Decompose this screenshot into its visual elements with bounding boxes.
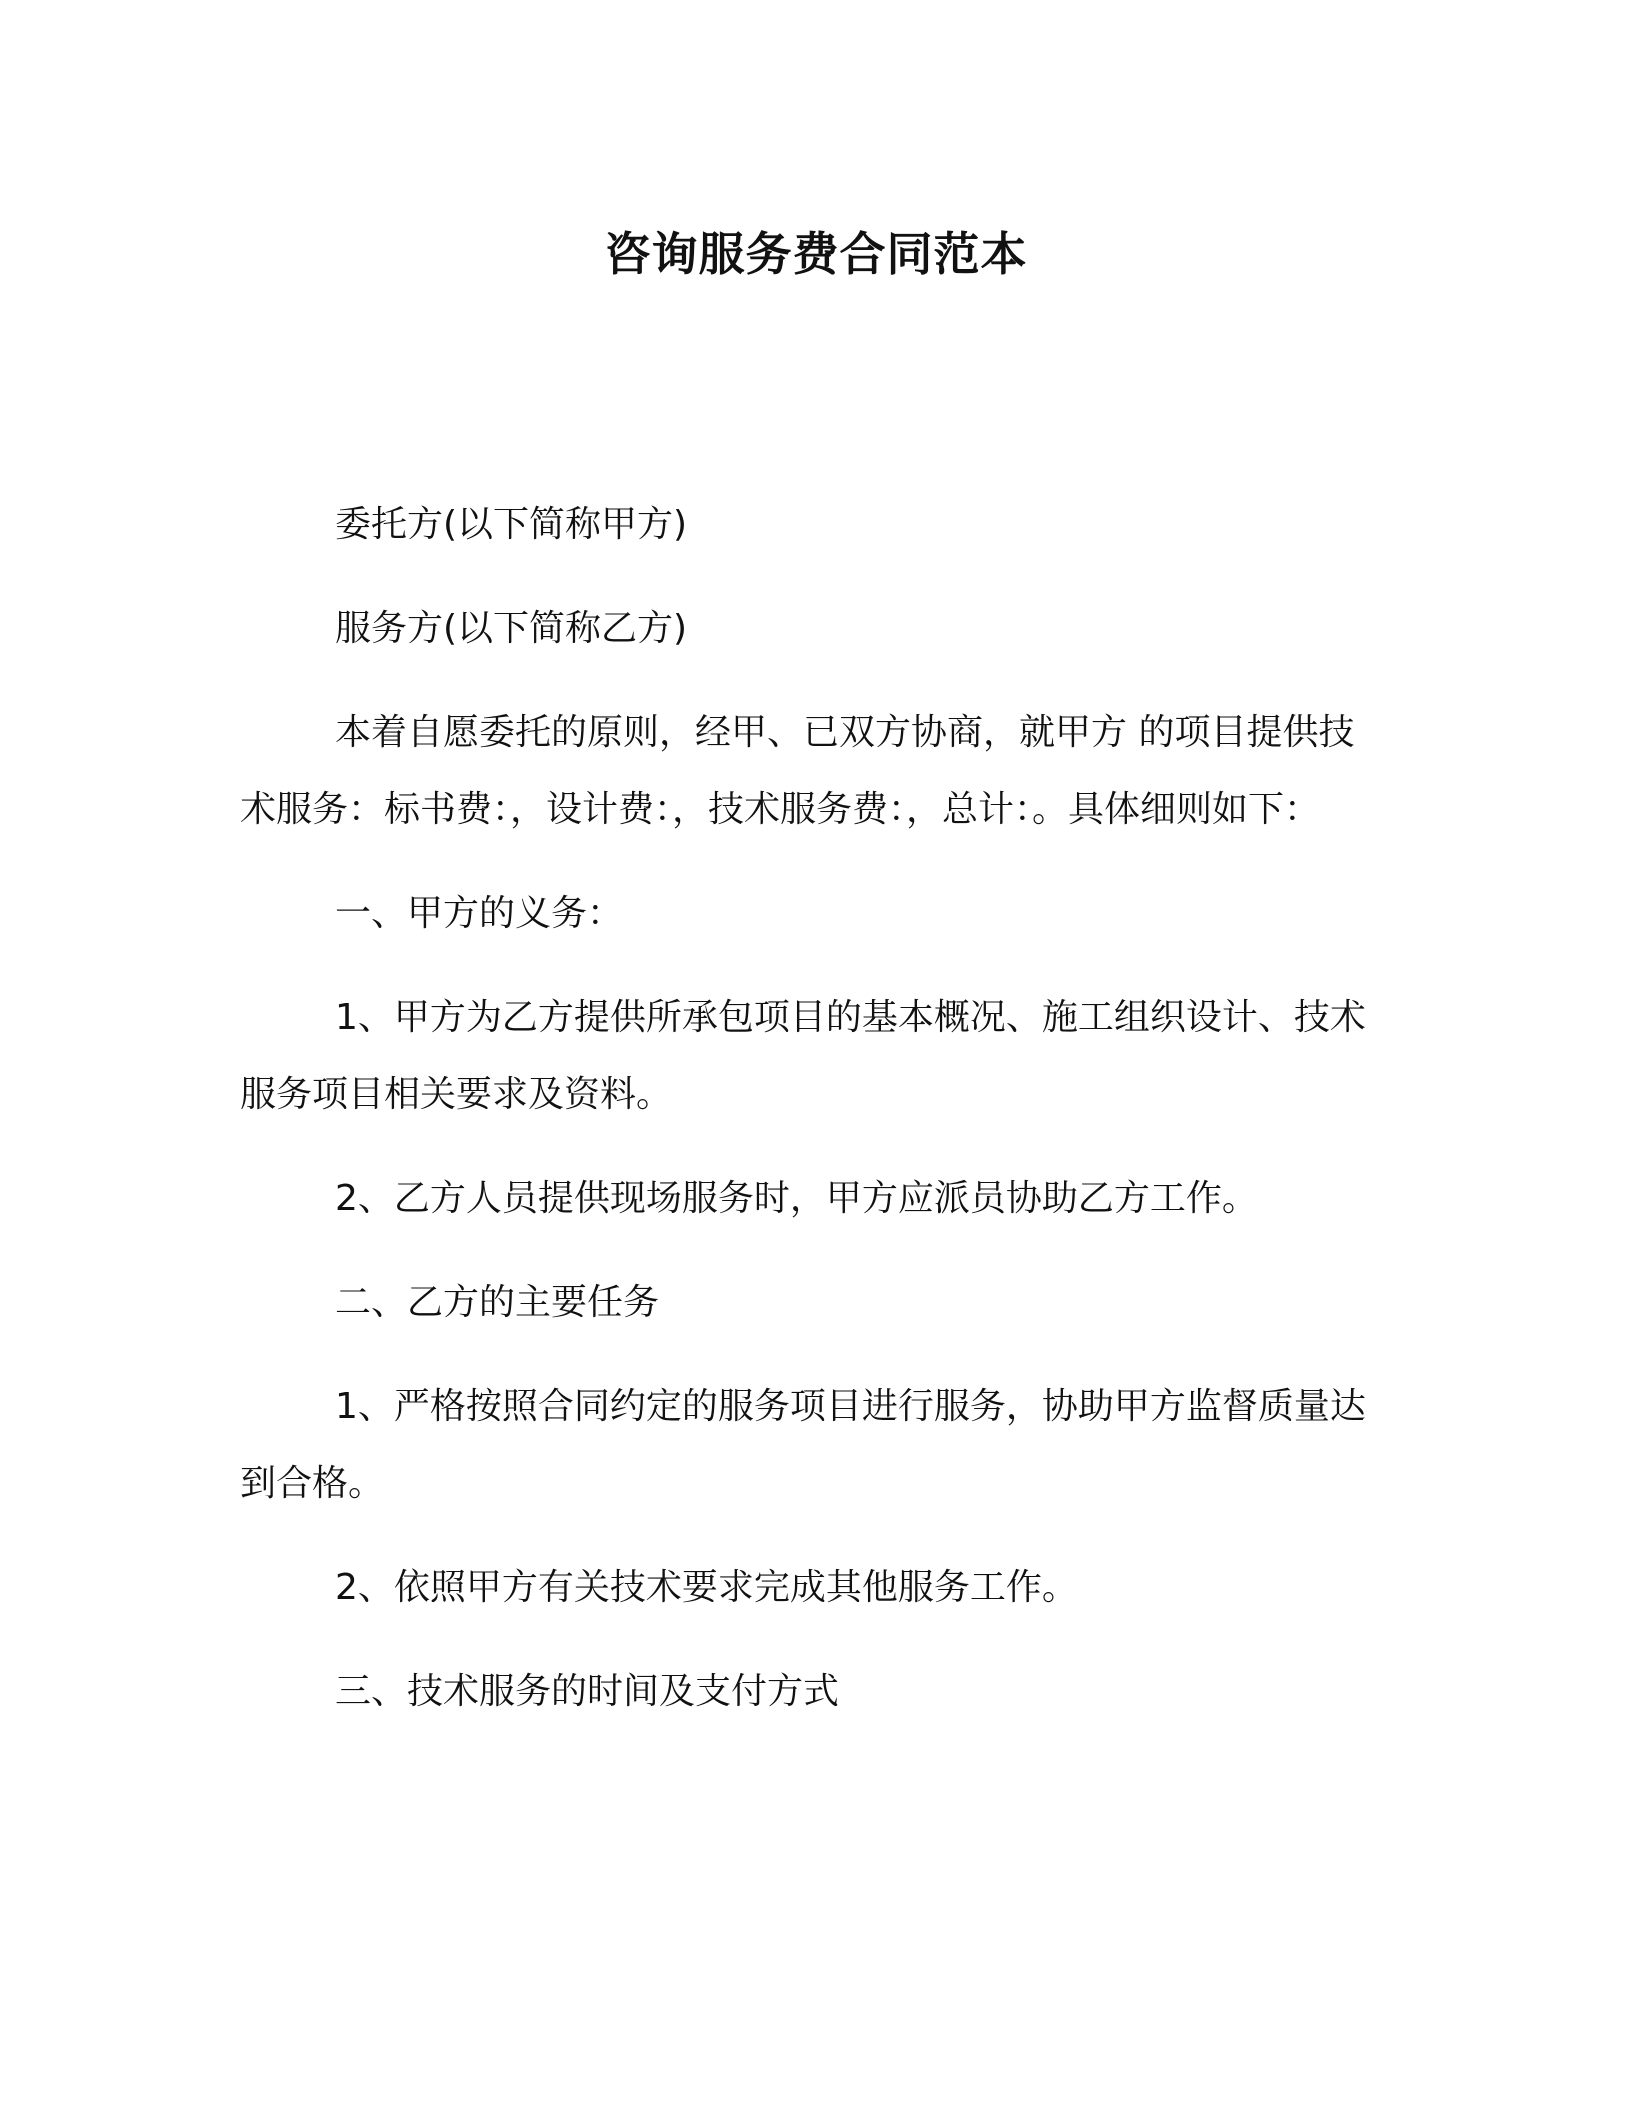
paragraph-intro: 本着自愿委托的原则，经甲、已双方协商，就甲方 的项目提供技术服务：标书费：，设计费：，技术服务费：，总计：。具体细则如下：	[240, 712, 1355, 830]
paragraph-party-a-item-1: 1、甲方为乙方提供所承包项目的基本概况、施工组织设计、技术服务项目相关要求及资料。	[240, 997, 1366, 1115]
paragraph-client: 委托方(以下简称甲方)	[335, 504, 688, 545]
paragraph-party-a-item-2: 2、乙方人员提供现场服务时，甲方应派员协助乙方工作。	[335, 1178, 1258, 1219]
document-body	[240, 486, 1390, 1730]
section-heading-time-and-payment: 三、技术服务的时间及支付方式	[335, 1671, 840, 1712]
section-heading-party-b-tasks: 二、乙方的主要任务	[335, 1282, 660, 1323]
paragraph-service-provider: 服务方(以下简称乙方)	[335, 608, 688, 649]
document-title: 咨询服务费合同范本	[604, 227, 1028, 281]
paragraph-party-b-item-1: 1、严格按照合同约定的服务项目进行服务，协助甲方监督质量达到合格。	[240, 1386, 1366, 1504]
section-heading-party-a-obligations: 一、甲方的义务：	[335, 893, 624, 934]
paragraph-party-b-item-2: 2、依照甲方有关技术要求完成其他服务工作。	[335, 1567, 1078, 1608]
